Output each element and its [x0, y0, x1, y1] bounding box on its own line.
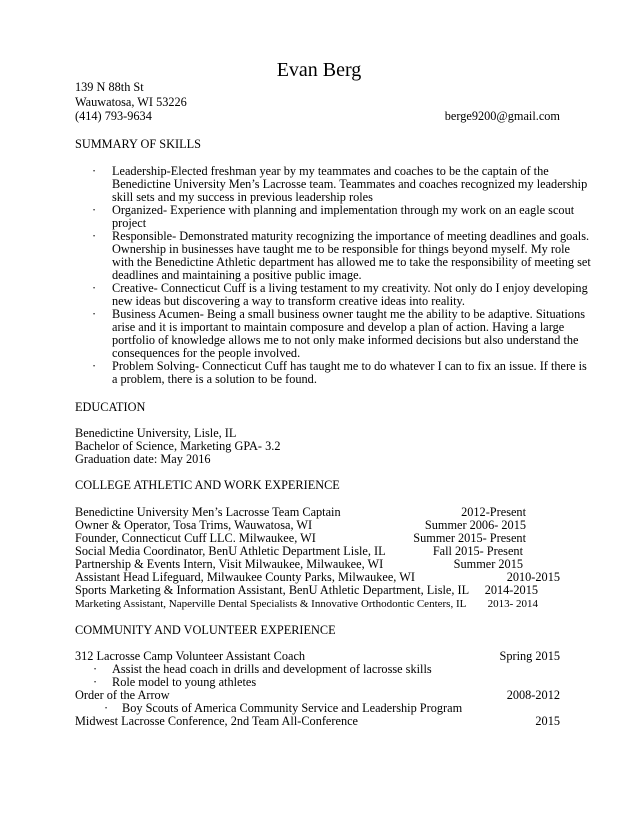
- community-arrow-date: 2008-2012: [506, 688, 560, 702]
- skill-item-responsible-line: with the Benedictine Athletic department has allowed me to take the responsibility of meeting set: [112, 255, 591, 269]
- experience-date: Summer 2015- Present: [413, 531, 526, 545]
- education-degree: Bachelor of Science, Marketing GPA- 3.2: [75, 439, 281, 453]
- skill-item-leadership-line: Benedictine University Men’s Lacrosse team. Teammates and coaches recognized my leadership: [112, 177, 588, 191]
- skill-item-responsible-line: Responsible- Demonstrated maturity recognizing the importance of meeting deadlines and goals.: [112, 229, 590, 243]
- bullet-icon: ·: [104, 701, 109, 715]
- community-coach-date: Spring 2015: [499, 649, 560, 663]
- experience-date: 2013- 2014: [487, 598, 538, 610]
- experience-role: Owner & Operator, Tosa Trims, Wauwatosa, WI: [75, 518, 313, 532]
- skills-heading: SUMMARY OF SKILLS: [75, 137, 201, 151]
- experience-heading: COLLEGE ATHLETIC AND WORK EXPERIENCE: [75, 478, 340, 492]
- bullet-icon: ·: [92, 359, 97, 373]
- skill-item-responsible-line: deadlines and maintaining a positive public image.: [112, 268, 362, 282]
- education-graduation: Graduation date: May 2016: [75, 452, 211, 466]
- community-arrow-title: Order of the Arrow: [75, 688, 170, 702]
- experience-date: 2010-2015: [506, 570, 560, 584]
- bullet-icon: ·: [93, 662, 98, 676]
- bullet-icon: ·: [92, 229, 97, 243]
- experience-role: Founder, Connecticut Cuff LLC. Milwaukee, WI: [75, 531, 316, 545]
- skill-item-creative-line: Creative- Connecticut Cuff is a living testament to my creativity. Not only do I enjoy developing: [112, 281, 588, 295]
- experience-date: Summer 2015: [453, 557, 523, 571]
- community-coach-title: 312 Lacrosse Camp Volunteer Assistant Coach: [75, 649, 306, 663]
- skill-item-problem-solving-line: a problem, there is a solution to be found.: [112, 372, 317, 386]
- skill-item-problem-solving-line: Problem Solving- Connecticut Cuff has taught me to do whatever I can to fix an issue. If there is: [112, 359, 587, 373]
- skill-item-organized-line: Organized- Experience with planning and implementation through my work on an eagle scout: [112, 203, 575, 217]
- bullet-icon: ·: [93, 675, 98, 689]
- resume-name: Evan Berg: [276, 59, 362, 81]
- skill-item-business-line: portfolio of knowledge allows me to not only make informed decisions but also understand the: [112, 333, 579, 347]
- community-conference-title: Midwest Lacrosse Conference, 2nd Team All-Conference: [75, 714, 359, 728]
- experience-role: Marketing Assistant, Naperville Dental Specialists & Innovative Orthodontic Centers, IL: [75, 598, 467, 610]
- experience-role: Social Media Coordinator, BenU Athletic Department Lisle, IL: [75, 544, 386, 558]
- skill-item-leadership-line: skill sets and my success in previous leadership roles: [112, 190, 373, 204]
- skill-item-business-line: arise and it is important to maintain composure and develop a plan of action. Having a large: [112, 320, 565, 334]
- experience-date: Summer 2006- 2015: [424, 518, 526, 532]
- education-heading: EDUCATION: [75, 400, 146, 414]
- experience-date: 2014-2015: [484, 583, 538, 597]
- experience-date: Fall 2015- Present: [432, 544, 523, 558]
- bullet-icon: ·: [92, 164, 97, 178]
- experience-role: Benedictine University Men’s Lacrosse Team Captain: [75, 505, 341, 519]
- community-coach-bullet: Role model to young athletes: [112, 675, 257, 689]
- skill-item-creative-line: new ideas but discovering a way to transform creative ideas into reality.: [112, 294, 465, 308]
- experience-role: Partnership & Events Intern, Visit Milwaukee, Milwaukee, WI: [75, 557, 384, 571]
- skill-item-leadership-line: Leadership-Elected freshman year by my teammates and coaches to be the captain of the: [112, 164, 549, 178]
- address-city: Wauwatosa, WI 53226: [75, 95, 187, 109]
- community-conference-date: 2015: [535, 714, 560, 728]
- skill-item-organized-line: project: [112, 216, 147, 230]
- email-address[interactable]: berge9200@gmail.com: [444, 109, 560, 123]
- education-school: Benedictine University, Lisle, IL: [75, 426, 237, 440]
- community-coach-bullet: Assist the head coach in drills and development of lacrosse skills: [112, 662, 432, 676]
- bullet-icon: ·: [92, 307, 97, 321]
- community-heading: COMMUNITY AND VOLUNTEER EXPERIENCE: [75, 623, 336, 637]
- experience-role: Sports Marketing & Information Assistant, BenU Athletic Department, Lisle, IL: [75, 583, 470, 597]
- skill-item-business-line: consequences for the people involved.: [112, 346, 301, 360]
- experience-role: Assistant Head Lifeguard, Milwaukee County Parks, Milwaukee, WI: [75, 570, 415, 584]
- bullet-icon: ·: [92, 281, 97, 295]
- bullet-icon: ·: [92, 203, 97, 217]
- phone-number: (414) 793-9634: [75, 109, 152, 123]
- community-arrow-bullet: Boy Scouts of America Community Service and Leadership Program: [122, 701, 463, 715]
- skill-item-responsible-line: Ownership in businesses have taught me to be responsible for things beyond myself. My role: [112, 242, 570, 256]
- skill-item-business-line: Business Acumen- Being a small business owner taught me the ability to be adaptive. Situations: [112, 307, 586, 321]
- address-street: 139 N 88th St: [75, 80, 144, 94]
- experience-date: 2012-Present: [461, 505, 526, 519]
